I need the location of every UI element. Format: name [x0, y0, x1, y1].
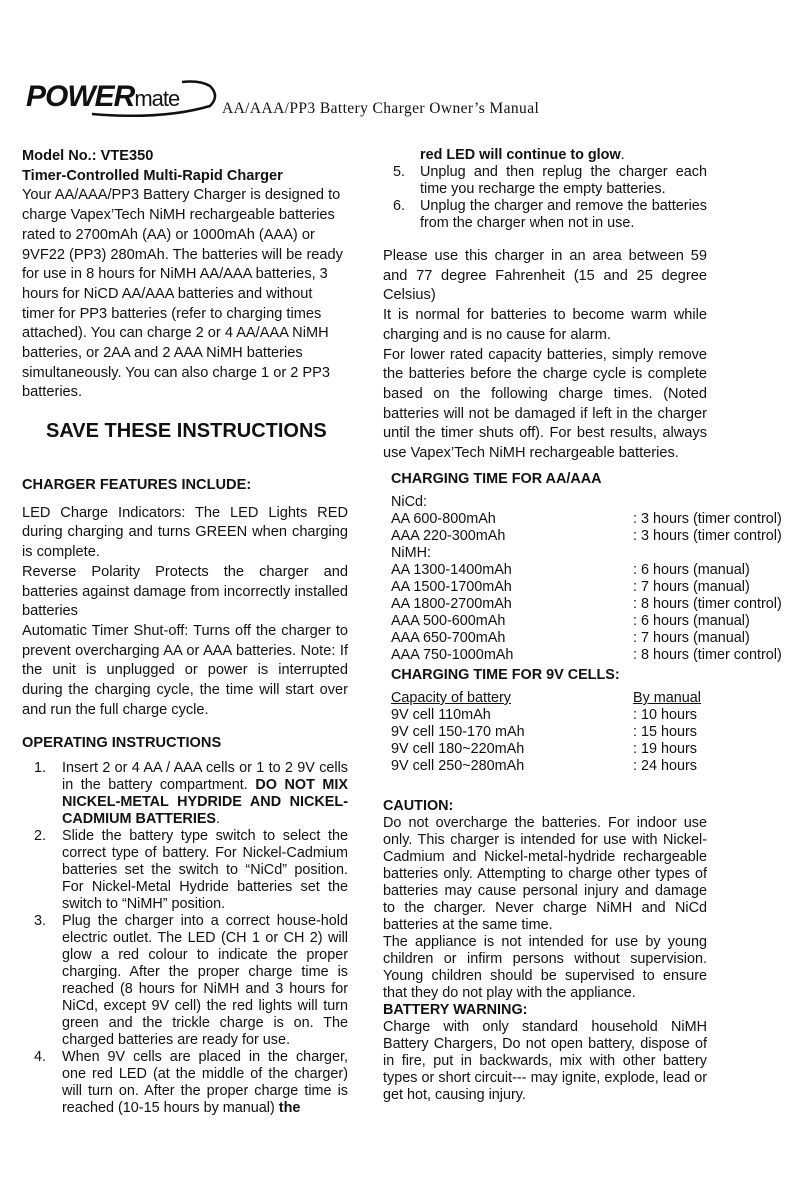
table-row	[391, 724, 801, 741]
model-number: Model No.: VTE350	[22, 148, 154, 164]
usage-warm: It is normal for batteries to become warm while charging and is no cause for alarm.	[383, 307, 707, 343]
step-continued-tail: .	[620, 147, 625, 163]
aa-charging-table	[391, 471, 801, 664]
nimh-label: NiMH:	[391, 545, 431, 561]
operating-steps-continued	[383, 147, 707, 232]
table-header-row	[391, 690, 801, 707]
feature-timer: Automatic Timer Shut-off: Turns off the charger to prevent overcharging AA or AAA batteries. Note: If the unit is unplugged or power is interrupted during the charging cycle, the time will start over and run the full charge cycle.	[22, 622, 348, 718]
step-number: 5.	[393, 164, 406, 180]
capacity-cell: AA 1800-2700mAh	[391, 596, 512, 612]
save-instructions-heading: SAVE THESE INSTRUCTIONS	[46, 420, 327, 442]
features-section	[22, 476, 348, 720]
time-cell: : 7 hours (manual)	[633, 579, 750, 595]
capacity-cell: 9V cell 180~220mAh	[391, 741, 525, 757]
time-cell: : 3 hours (timer control)	[633, 528, 782, 544]
list-item	[22, 760, 348, 828]
usage-section	[383, 247, 707, 464]
step-text: Unplug the charger and remove the batteries from the charger when not in use.	[420, 198, 707, 231]
9v-table-heading: CHARGING TIME FOR 9V CELLS:	[391, 667, 620, 683]
table-row	[391, 613, 801, 630]
product-subtitle: Timer-Controlled Multi-Rapid Charger	[22, 167, 283, 184]
capacity-cell: AA 600-800mAh	[391, 511, 496, 527]
time-cell: : 6 hours (manual)	[633, 562, 750, 578]
battery-warning-text: Charge with only standard household NiMH Battery Chargers, Do not open battery, dispose of in fire, put in backwards, mix with other battery types or short circuit--- may ignite, explode, lead or get hot, causing injury.	[383, 1019, 707, 1103]
list-item	[383, 147, 707, 164]
time-cell: : 6 hours (manual)	[633, 613, 750, 629]
table-row	[391, 579, 801, 596]
time-cell: : 19 hours	[633, 741, 697, 757]
column-header-manual: By manual	[633, 690, 701, 706]
logo-main-text: POWER	[26, 80, 135, 113]
table-row	[391, 596, 801, 613]
powermate-logo	[22, 76, 222, 120]
column-header-capacity: Capacity of battery	[391, 690, 511, 706]
table-row	[391, 741, 801, 758]
list-item	[22, 1049, 348, 1117]
table-row	[391, 647, 801, 664]
step-number: 6.	[393, 198, 406, 214]
nicd-label: NiCd:	[391, 494, 427, 510]
document-title: AA/AAA/PP3 Battery Charger Owner’s Manual	[222, 100, 540, 117]
capacity-cell: AAA 500-600mAh	[391, 613, 506, 629]
feature-polarity: Reverse Polarity Protects the charger and batteries against damage from incorrectly installed batteries	[22, 563, 348, 620]
capacity-cell: AA 1300-1400mAh	[391, 562, 512, 578]
caution-children: The appliance is not intended for use by young children or infirm persons without supervision. Young children should be supervised to ensure that they do not play with the appliance.	[383, 934, 707, 1001]
operating-section	[22, 734, 348, 1117]
table-row	[391, 630, 801, 647]
time-cell: : 8 hours (timer control)	[633, 596, 782, 612]
time-cell: : 3 hours (timer control)	[633, 511, 782, 527]
caution-overcharge: Do not overcharge the batteries. For indoor use only. This charger is intended for use with Nickel-Cadmium and Nickel-metal-hydride rechargeable batteries only. Attempting to charge other types of batteries may cause personal injury and damage to the charger. Never charge NiMH and NiCd batteries at the same time.	[383, 815, 707, 933]
table-row	[391, 707, 801, 724]
list-item	[383, 198, 707, 232]
caution-heading: CAUTION:	[383, 798, 454, 814]
table-row	[391, 511, 801, 528]
capacity-cell: 9V cell 250~280mAh	[391, 758, 525, 774]
table-row	[391, 528, 801, 545]
capacity-cell: AAA 650-700mAh	[391, 630, 506, 646]
step-number: 1.	[34, 759, 47, 776]
step-number: 4.	[34, 1048, 47, 1065]
capacity-cell: 9V cell 110mAh	[391, 707, 491, 723]
time-cell: : 7 hours (manual)	[633, 630, 750, 646]
intro-body: Your AA/AAA/PP3 Battery Charger is designed to charge Vapex’Tech NiMH rechargeable batteries rated to 2700mAh (AA) or 1000mAh (AAA) or 9VF22 (PP3) 280mAh. The batteries will be ready for use in 8 hours for NiMH AA/AAA batteries, 3 hours for NiCD AA/AAA batteries and without timer for PP3 batteries (refer to charging times attached). You can charge 2 or 4 AA/AAA NiMH batteries, or 2AA and 2 AAA NiMH batteries simultaneously. You can also charge 1 or 2 PP3 batteries.	[22, 187, 343, 401]
operating-continued	[383, 147, 707, 232]
step-number: 3.	[34, 912, 47, 929]
operating-steps	[22, 760, 348, 1117]
step-text: Slide the battery type switch to select the correct type of battery. For Nickel-Cadmium batteries set the switch to “NiCd” position. For Nickel-Metal Hydride batteries set the switch to “NiMH” position.	[62, 827, 348, 912]
step-text: Insert 2 or 4 AA / AAA cells or 1 to 2 9V cells in the battery compartment.	[62, 759, 348, 793]
usage-capacity: For lower rated capacity batteries, simply remove the batteries before the charge cycle is complete based on the following charge times. (Noted batteries will not be damaged if left in the charger until the timer shuts off). For best results, always use Vapex’Tech NiMH rechargeable batteries.	[383, 346, 707, 462]
step-number: 2.	[34, 827, 47, 844]
step-text: When 9V cells are placed in the charger, one red LED (at the middle of the charger) will turn on. After the proper charge time is reached (10-15 hours by manual)	[62, 1048, 348, 1116]
step-text: Plug the charger into a correct house-hold electric outlet. The LED (CH 1 or CH 2) will glow a red colour to indicate the proper charging. After the proper charge time is reached (8 hours for NiMH and 3 hours for NiCd, except 9V cell) the red lights will turn green and the trickle charge is on. The charged batteries are ready for use.	[62, 912, 348, 1048]
aa-table-heading: CHARGING TIME FOR AA/AAA	[391, 471, 602, 487]
table-row	[391, 758, 801, 775]
step-bold: the	[278, 1099, 301, 1116]
features-heading: CHARGER FEATURES INCLUDE:	[22, 477, 252, 493]
capacity-cell: 9V cell 150-170 mAh	[391, 724, 525, 740]
capacity-cell: AAA 220-300mAh	[391, 528, 506, 544]
list-item	[22, 828, 348, 913]
step-warning: DO NOT MIX NICKEL-METAL HYDRIDE AND NICKEL-CADMIUM BATTERIES	[62, 776, 348, 827]
list-item	[383, 164, 707, 198]
time-cell: : 10 hours	[633, 707, 697, 723]
feature-led: LED Charge Indicators: The LED Lights RED during charging and turns GREEN when charging is complete.	[22, 504, 348, 561]
logo-sub-text: mate	[134, 86, 180, 111]
time-cell: : 24 hours	[633, 758, 697, 774]
intro-section	[22, 147, 348, 403]
operating-heading: OPERATING INSTRUCTIONS	[22, 735, 222, 751]
caution-section	[383, 798, 707, 1104]
list-item	[22, 913, 348, 1049]
battery-warning-heading: BATTERY WARNING:	[383, 1002, 528, 1018]
step-tail: .	[216, 810, 221, 827]
9v-charging-table	[391, 667, 801, 775]
usage-temperature: Please use this charger in an area between 59 and 77 degree Fahrenheit (15 and 25 degree Celsius)	[383, 248, 707, 304]
capacity-cell: AA 1500-1700mAh	[391, 579, 512, 595]
time-cell: : 15 hours	[633, 724, 697, 740]
capacity-cell: AAA 750-1000mAh	[391, 647, 514, 663]
table-row	[391, 562, 801, 579]
step-text: Unplug and then replug the charger each time you recharge the empty batteries.	[420, 164, 707, 197]
time-cell: : 8 hours (timer control)	[633, 647, 782, 663]
step-continued-bold: red LED will continue to glow	[420, 147, 621, 163]
